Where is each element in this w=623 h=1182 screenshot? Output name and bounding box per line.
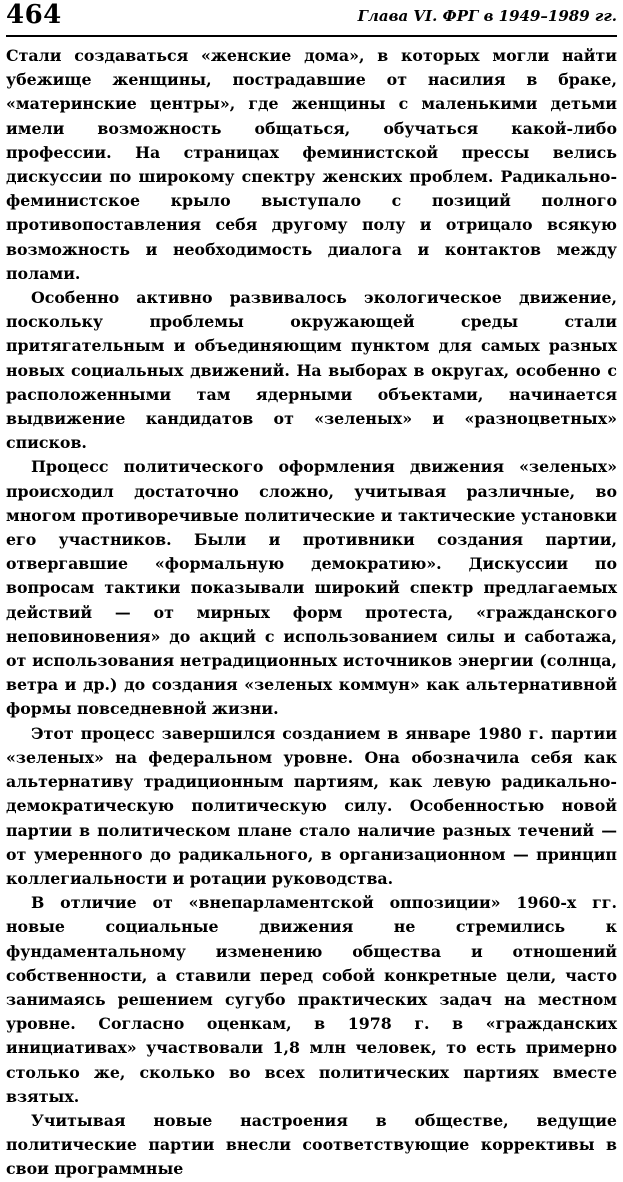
page-number: 464 [6, 0, 62, 30]
paragraph: Этот процесс завершился созданием в январе 1980 г. партии «зеленых» на федеральном уровне. Она обозначила себя как альтернативу традиционным партиям, как левую радикально-демократическую политическую силу. Особенностью новой партии в политическом плане стало наличие разных течений — от умеренного до радикального, в организационном — принцип коллегиальности и ротации руководства. [6, 723, 617, 888]
paragraph: Особенно активно развивалось экологическое движение, поскольку проблемы окружающей среды стали притягательным и объединяющим пунктом для самых разных новых социальных движений. На выборах в округах, особенно с расположенными там ядерными объектами, начинается выдвижение кандидатов от «зеленых» и «разноцветных» списков. [6, 288, 617, 453]
header-rule [6, 35, 617, 37]
page-header [6, 0, 617, 40]
body-text [6, 44, 617, 1182]
paragraph: В отличие от «внепарламентской оппозиции» 1960-х гг. новые социальные движения не стремились к фундаментальному изменению общества и отношений собственности, а ставили перед собой конкретные цели, часто занимаясь решением сугубо практических задач на местном уровне. Согласно оценкам, в 1978 г. в «гражданских инициативах» участвовали 1,8 млн человек, то есть примерно столько же, сколько во всех политических партиях вместе взятых. [6, 893, 617, 1106]
book-page [6, 0, 617, 1179]
running-head: Глава VI. ФРГ в 1949–1989 гг. [357, 7, 617, 25]
paragraph: Стали создаваться «женские дома», в которых могли найти убежище женщины, пострадавшие от насилия в браке, «материнские центры», где женщины с маленькими детьми имели возможность общаться, обучаться какой-либо профессии. На страницах феминистской прессы велись дискуссии по широкому спектру женских проблем. Радикально-феминистское крыло выступало с позиций полного противопоставления себя другому полу и отрицало всякую возможность и необходимость диалога и контактов между полами. [6, 46, 617, 283]
paragraph: Процесс политического оформления движения «зеленых» происходил достаточно сложно, учитывая различные, во многом противоречивые политические и тактические установки его участников. Были и противники создания партии, отвергавшие «формальную демократию». Дискуссии по вопросам тактики показывали широкий спектр предлагаемых действий — от мирных форм протеста, «гражданского неповиновения» до акций с использованием силы и саботажа, от использования нетрадиционных источников энергии (солнца, ветра и др.) до создания «зеленых коммун» как альтернативной формы повседневной жизни. [6, 457, 617, 719]
paragraph: Учитывая новые настроения в обществе, ведущие политические партии внесли соответствующие коррективы в свои программные [6, 1110, 617, 1179]
